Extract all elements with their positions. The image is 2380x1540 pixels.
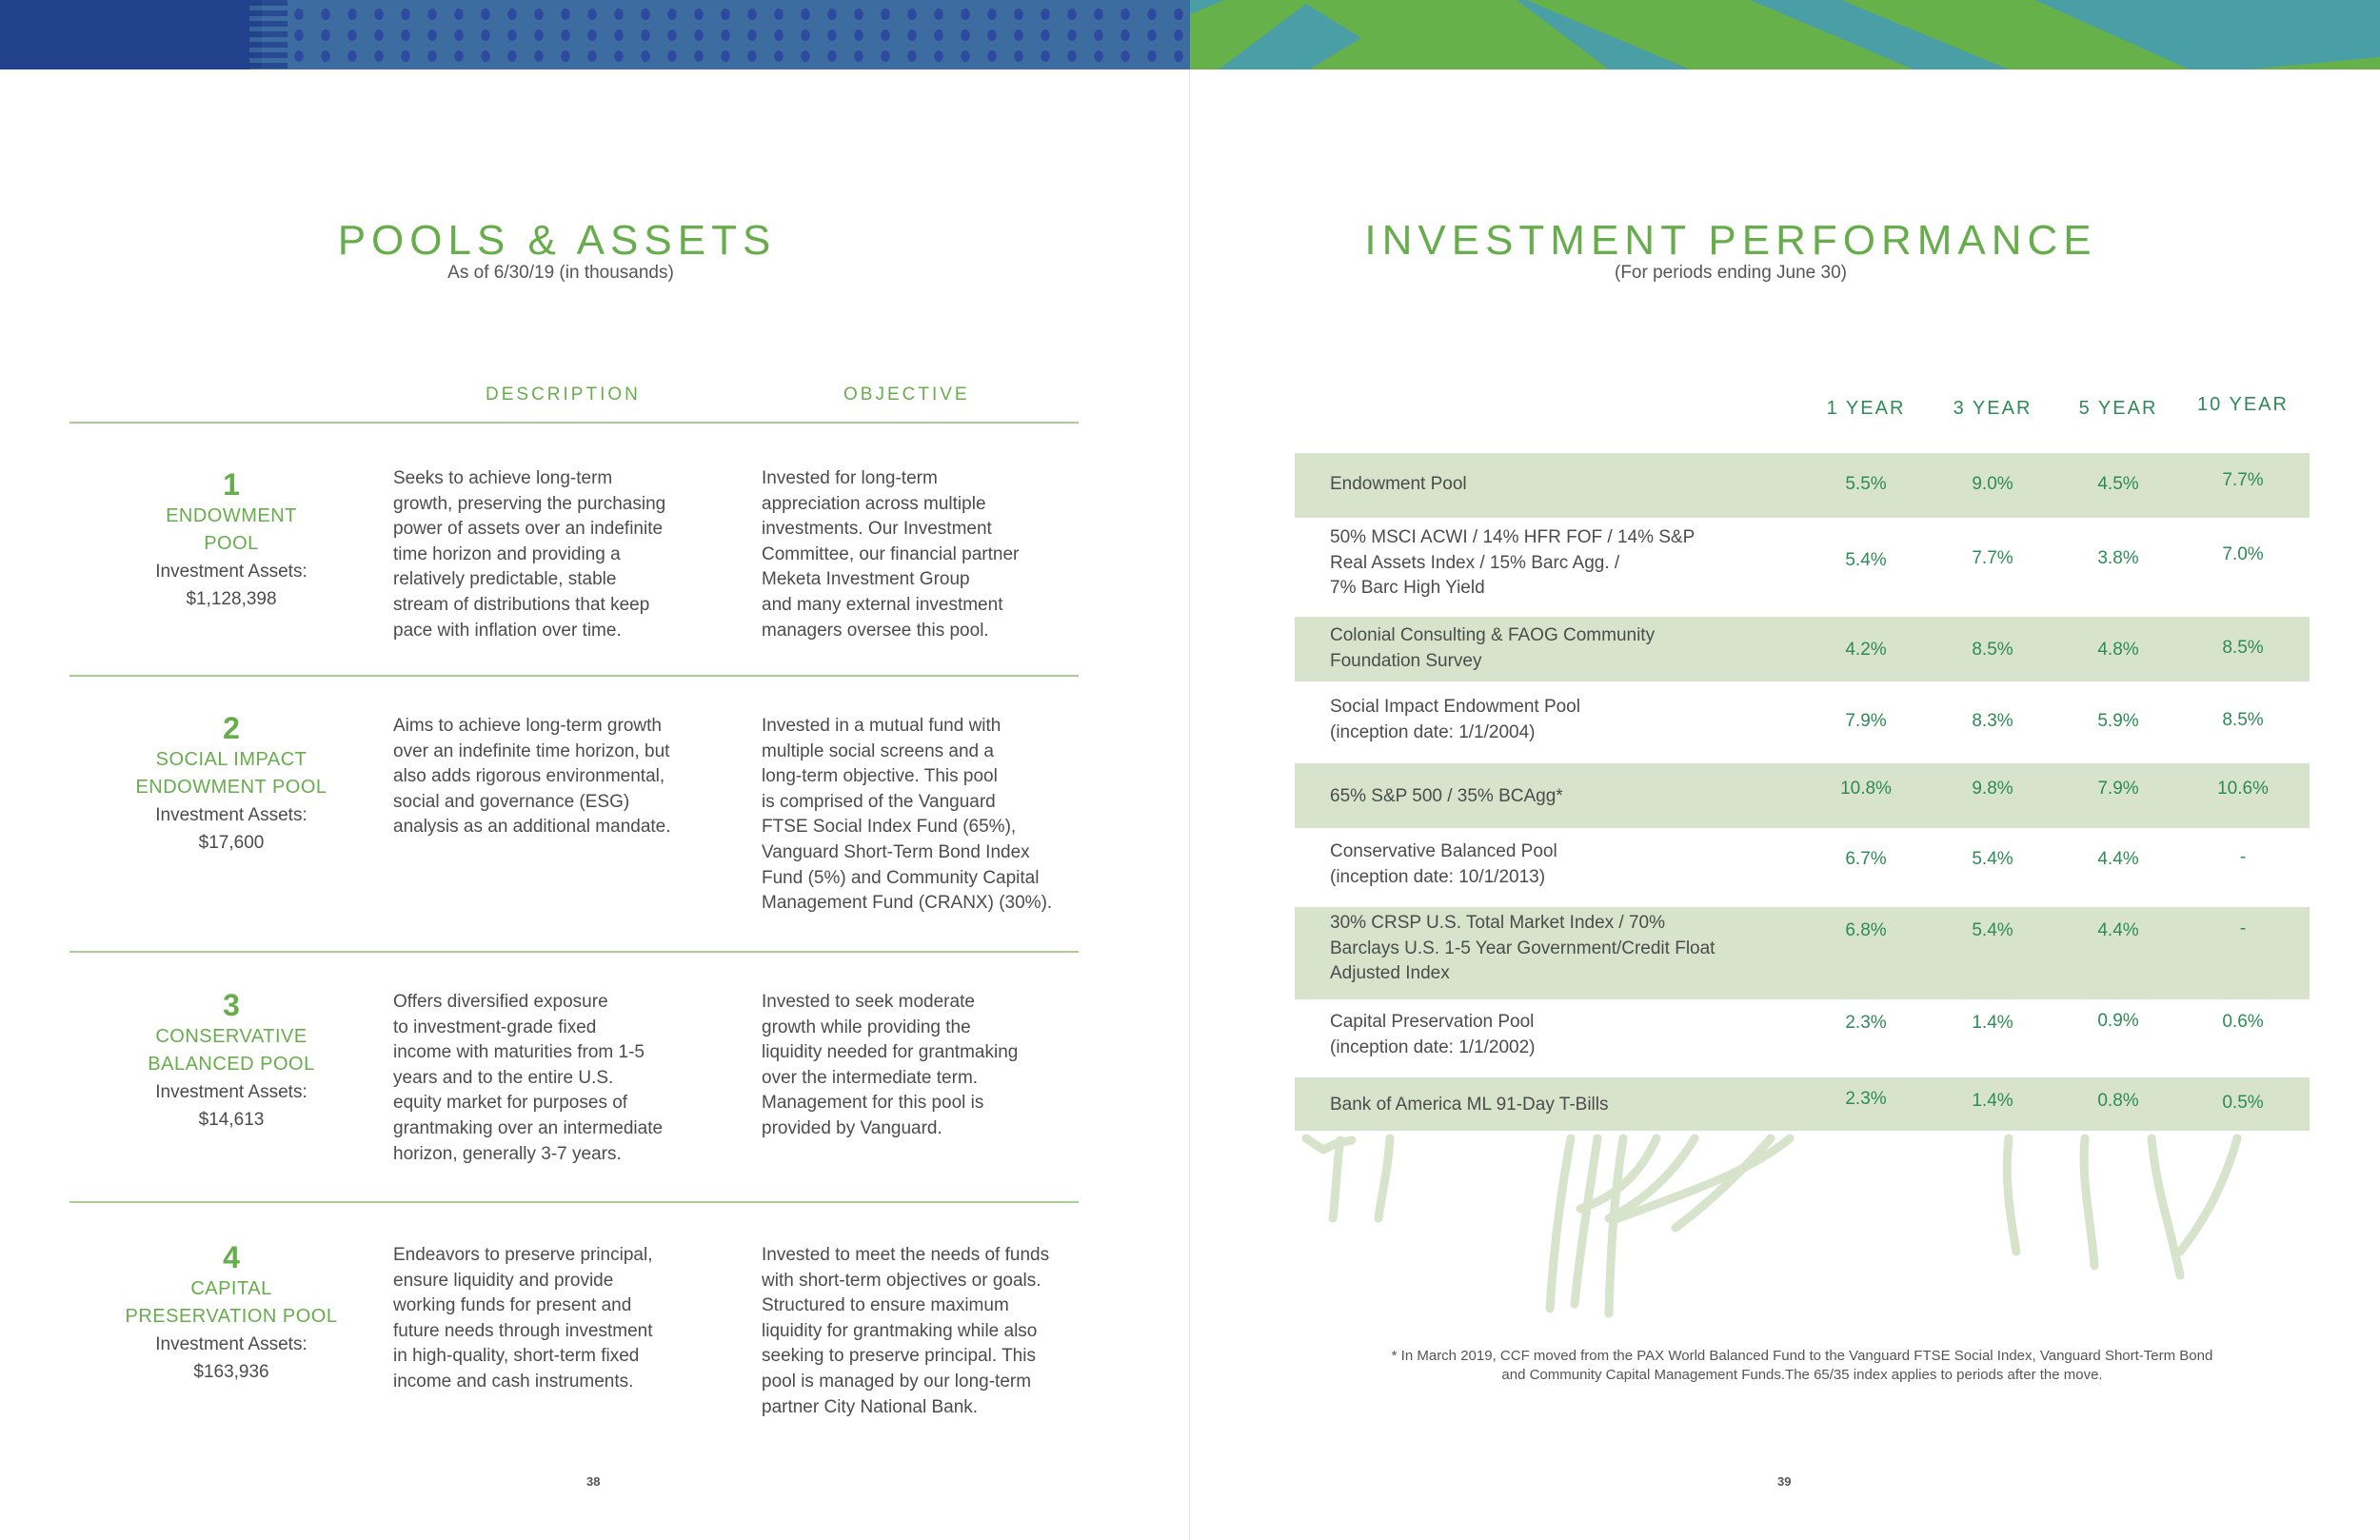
- value-3-year: 5.4%: [1972, 849, 2013, 869]
- row-label: Social Impact Endowment Pool (inception date: 1/1/2004): [1330, 697, 1580, 742]
- pool-name: BALANCED POOL: [148, 1054, 315, 1075]
- row-label: Capital Preservation Pool (inception date: 1/1/2002): [1330, 1012, 1536, 1057]
- value-5-year: 3.8%: [2097, 548, 2139, 568]
- pool-name: CONSERVATIVE: [155, 1026, 307, 1047]
- pool-number: 2: [223, 711, 240, 745]
- value-10-year: 0.6%: [2222, 1012, 2264, 1032]
- value-3-year: 1.4%: [1972, 1013, 2013, 1033]
- pool-name: POOL: [204, 533, 259, 554]
- value-10-year: -: [2239, 847, 2247, 867]
- value-5-year: 4.4%: [2097, 920, 2139, 940]
- column-header-description: DESCRIPTION: [486, 385, 641, 405]
- row-label: 65% S&P 500 / 35% BCAgg*: [1330, 786, 1563, 806]
- pool-name: SOCIAL IMPACT: [155, 749, 307, 770]
- band-brush-pattern: [286, 4, 1190, 67]
- divider: [69, 951, 1079, 953]
- value-1-year: 2.3%: [1845, 1013, 1887, 1033]
- column-header-5-year: 5 YEAR: [2078, 398, 2158, 419]
- assets-value: $1,128,398: [186, 589, 277, 609]
- table-row: [1295, 828, 2310, 907]
- decorative-roots-illustration: [1295, 1133, 2310, 1323]
- page-number-right: 39: [1777, 1474, 1792, 1489]
- page-subtitle: As of 6/30/19 (in thousands): [447, 263, 674, 283]
- assets-label: Investment Assets:: [155, 562, 307, 582]
- value-1-year: 5.5%: [1845, 474, 1887, 494]
- assets-label: Investment Assets:: [155, 1082, 307, 1102]
- performance-table: [1295, 453, 2310, 1131]
- value-10-year: 10.6%: [2217, 779, 2269, 799]
- assets-value: $163,936: [193, 1362, 269, 1382]
- row-label: Endowment Pool: [1330, 474, 1467, 494]
- assets-value: $14,613: [198, 1110, 265, 1130]
- pool-name: CAPITAL: [190, 1278, 272, 1299]
- pool-description: Endeavors to preserve principal, ensure liquidity and provide working funds for present and future needs through investment in high-quality, short-term fixed income and cash instruments.: [393, 1245, 653, 1392]
- pool-name: PRESERVATION POOL: [125, 1306, 338, 1327]
- table-row: [1295, 763, 2310, 828]
- value-3-year: 9.0%: [1972, 474, 2013, 494]
- chevron-pattern: [1190, 0, 2380, 69]
- value-1-year: 7.9%: [1845, 711, 1887, 731]
- page-subtitle: (For periods ending June 30): [1615, 263, 1847, 283]
- value-5-year: 0.9%: [2097, 1011, 2139, 1031]
- assets-value: $17,600: [198, 833, 265, 853]
- value-5-year: 4.5%: [2097, 474, 2139, 494]
- table-row: [1295, 999, 2310, 1077]
- pool-name: ENDOWMENT: [166, 505, 297, 526]
- pool-identity: [69, 710, 393, 857]
- divider: [69, 422, 1079, 424]
- pool-identity: [69, 466, 393, 613]
- value-10-year: 7.0%: [2222, 544, 2264, 564]
- column-header-objective: OBJECTIVE: [843, 385, 970, 405]
- table-row: [1295, 617, 2310, 681]
- value-1-year: 5.4%: [1845, 550, 1887, 570]
- pool-objective: Invested to seek moderate growth while providing the liquidity needed for grantmaking over the intermediate term. Management for this pool is provided by Vanguard.: [762, 992, 1019, 1138]
- row-label: 30% CRSP U.S. Total Market Index / 70% Barclays U.S. 1-5 Year Government/Credit Float Adjusted Index: [1330, 913, 1716, 984]
- pool-description: Seeks to achieve long-term growth, preserving the purchasing power of assets over an indefinite time horizon and providing a relatively predictable, stable stream of distributions that keep pace with inflation over time.: [393, 468, 666, 641]
- band-brush-edge: [249, 0, 288, 69]
- value-1-year: 6.8%: [1845, 920, 1887, 940]
- value-10-year: 8.5%: [2222, 638, 2264, 658]
- pool-description: Offers diversified exposure to investment-grade fixed income with maturities from 1-5 years and to the entire U.S. equity market for purposes of grantmaking over an intermediate horizon, generally 3-7 years.: [393, 992, 664, 1164]
- pool-objective: Invested to meet the needs of funds with short-term objectives or goals. Structured to ensure maximum liquidity for grantmaking while also seeking to preserve principal. This pool is managed by our long-term partner City National Bank.: [762, 1245, 1050, 1417]
- pool-number: 1: [223, 467, 240, 502]
- header-band-right: [1190, 0, 2380, 69]
- value-1-year: 2.3%: [1845, 1089, 1887, 1109]
- value-1-year: 4.2%: [1845, 640, 1887, 660]
- value-1-year: 6.7%: [1845, 849, 1887, 869]
- pool-description: Aims to achieve long-term growth over an indefinite time horizon, but also adds rigorous environmental, social and governance (ESG) analysis as an additional mandate.: [393, 716, 671, 838]
- table-row: [1295, 518, 2310, 617]
- value-3-year: 8.3%: [1972, 711, 2013, 731]
- value-5-year: 0.8%: [2097, 1091, 2139, 1111]
- table-row: [1295, 907, 2310, 999]
- row-label: Conservative Balanced Pool (inception date: 10/1/2013): [1330, 841, 1557, 887]
- pool-number: 3: [223, 988, 240, 1022]
- row-label: Colonial Consulting & FAOG Community Foundation Survey: [1330, 625, 1656, 671]
- value-1-year: 10.8%: [1840, 779, 1892, 799]
- row-label: Bank of America ML 91-Day T-Bills: [1330, 1095, 1609, 1115]
- value-5-year: 4.8%: [2097, 640, 2139, 660]
- value-10-year: 0.5%: [2222, 1093, 2264, 1113]
- value-5-year: 4.4%: [2097, 849, 2139, 869]
- value-5-year: 7.9%: [2097, 779, 2139, 799]
- page-title-pools-assets: POOLS & ASSETS: [337, 217, 777, 264]
- value-10-year: -: [2239, 918, 2247, 938]
- pool-name: ENDOWMENT POOL: [135, 777, 327, 798]
- footnote: * In March 2019, CCF moved from the PAX World Balanced Fund to the Vanguard FTSE Social Index, Vanguard Short-Term Bond and Community Capital Management Funds.The 65/35 index applies to periods after the move.: [1391, 1348, 2213, 1383]
- column-header-3-year: 3 YEAR: [1953, 398, 2033, 419]
- pool-objective: Invested for long-term appreciation across multiple investments. Our Investment Committee, our financial partner Meketa Investment Group and many external investment managers oversee this pool.: [762, 468, 1020, 641]
- band-solid-block: [0, 0, 262, 69]
- table-row: [1295, 453, 2310, 518]
- column-header-1-year: 1 YEAR: [1826, 398, 1906, 419]
- page-number-left: 38: [586, 1474, 601, 1489]
- assets-label: Investment Assets:: [155, 1334, 307, 1354]
- pool-identity: [69, 1239, 393, 1386]
- table-row: [1295, 1077, 2310, 1131]
- page-title-investment-performance: INVESTMENT PERFORMANCE: [1364, 217, 2097, 264]
- table-row: [1295, 681, 2310, 763]
- divider: [69, 675, 1079, 677]
- value-3-year: 5.4%: [1972, 920, 2013, 940]
- page-gutter: [1189, 69, 1190, 1540]
- value-3-year: 9.8%: [1972, 779, 2013, 799]
- value-3-year: 8.5%: [1972, 640, 2013, 660]
- header-band-left: [0, 0, 1190, 69]
- value-3-year: 7.7%: [1972, 548, 2013, 568]
- pool-number: 4: [223, 1240, 240, 1274]
- divider: [69, 1201, 1079, 1203]
- value-3-year: 1.4%: [1972, 1091, 2013, 1111]
- value-10-year: 7.7%: [2222, 470, 2264, 490]
- pool-objective: Invested in a mutual fund with multiple social screens and a long-term objective. This pool is comprised of the Vanguard FTSE Social Index Fund (65%), Vanguard Short-Term Bond Index Fund (5%) and Community Capital Management Fund (CRANX) (30%).: [762, 716, 1053, 914]
- value-10-year: 8.5%: [2222, 710, 2264, 730]
- pool-identity: [69, 987, 393, 1134]
- column-header-10-year: 10 YEAR: [2197, 394, 2289, 415]
- value-5-year: 5.9%: [2097, 711, 2139, 731]
- assets-label: Investment Assets:: [155, 805, 307, 825]
- row-label: 50% MSCI ACWI / 14% HFR FOF / 14% S&P Real Assets Index / 15% Barc Agg. / 7% Barc High Yield: [1330, 527, 1696, 599]
